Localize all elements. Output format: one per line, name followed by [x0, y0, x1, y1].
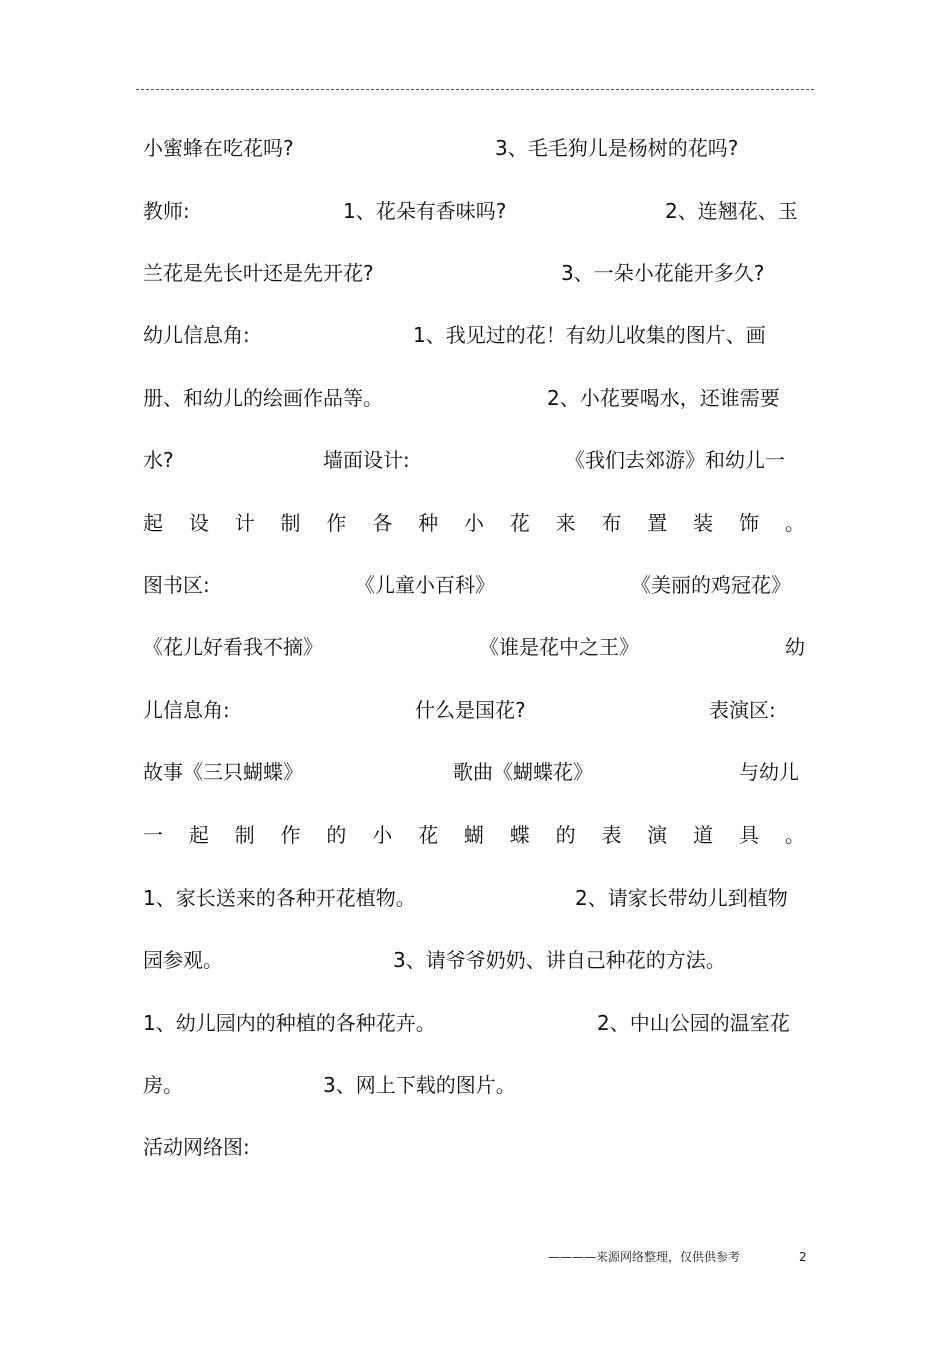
- text-char: 一: [143, 823, 163, 847]
- text-char: 种: [418, 511, 439, 535]
- text-segment: 《美丽的鸡冠花》: [631, 573, 791, 597]
- text-segment: 2、连翘花、玉: [665, 199, 798, 223]
- text-segment: 《谁是花中之王》: [479, 635, 639, 659]
- text-char: 的: [326, 823, 347, 847]
- text-char: 小: [372, 823, 393, 847]
- text-segment: 1、幼儿园内的种植的各种花卉。: [143, 1011, 436, 1035]
- text-segment: 儿信息角:: [143, 698, 230, 722]
- text-line: [143, 258, 805, 288]
- text-segment: 故事《三只蝴蝶》: [143, 760, 303, 784]
- text-line: [143, 632, 805, 662]
- text-segment: 《儿童小百科》: [355, 573, 495, 597]
- text-char: 起: [188, 823, 209, 847]
- text-char: 作: [280, 823, 301, 847]
- text-char: 饰: [738, 511, 759, 535]
- text-segment: 1、我见过的花！有幼儿收集的图片、画: [413, 323, 766, 347]
- text-line: [143, 196, 805, 226]
- text-line: [143, 383, 805, 413]
- text-line: [143, 695, 805, 725]
- text-line: [143, 1008, 805, 1038]
- text-segment: 3、请爷爷奶奶、讲自己种花的方法。: [393, 948, 726, 972]
- text-segment: 2、请家长带幼儿到植物: [575, 886, 788, 910]
- text-segment: 与幼儿: [739, 760, 799, 784]
- text-segment: 教师:: [143, 199, 190, 223]
- text-char: 演: [647, 823, 668, 847]
- text-segment: 2、小花要喝水，还谁需要: [547, 386, 780, 410]
- text-segment: 3、一朵小花能开多久?: [561, 261, 765, 285]
- text-char: 来: [555, 511, 576, 535]
- footer-source-note: ————来源网络整理，仅供供参考: [548, 1250, 741, 1264]
- text-line: [143, 133, 805, 163]
- text-line: [143, 883, 805, 913]
- text-char: 。: [784, 511, 805, 535]
- text-char: 计: [234, 511, 255, 535]
- text-segment: 《花儿好看我不摘》: [143, 635, 323, 659]
- text-line: [143, 1070, 805, 1100]
- text-segment: 水?: [143, 448, 174, 472]
- text-line: [143, 570, 805, 600]
- text-line: [143, 945, 805, 975]
- text-segment: 小蜜蜂在吃花吗?: [143, 136, 294, 160]
- text-segment: 3、毛毛狗儿是杨树的花吗?: [495, 136, 739, 160]
- text-segment: 3、网上下载的图片。: [323, 1073, 516, 1097]
- text-line: [143, 445, 805, 475]
- text-line: [143, 320, 805, 350]
- text-segment: 幼: [785, 635, 805, 659]
- text-segment: 册、和幼儿的绘画作品等。: [143, 386, 383, 410]
- text-char: 具: [738, 823, 759, 847]
- section-heading: 活动网络图:: [143, 1135, 250, 1159]
- header-dashed-rule: [136, 89, 814, 90]
- text-char: 置: [647, 511, 668, 535]
- text-char: 花: [509, 511, 530, 535]
- text-char: 花: [418, 823, 439, 847]
- text-segment: 2、中山公园的温室花: [597, 1011, 790, 1035]
- text-char: 作: [326, 511, 347, 535]
- text-char: 。: [784, 823, 805, 847]
- text-segment: 房。: [143, 1073, 183, 1097]
- text-segment: 园参观。: [143, 948, 223, 972]
- text-char: 各: [372, 511, 393, 535]
- text-char: 小: [463, 511, 484, 535]
- text-segment: 《我们去郊游》和幼儿一: [565, 448, 785, 472]
- text-char: 的: [555, 823, 576, 847]
- text-char: 布: [601, 511, 622, 535]
- text-char: 装: [693, 511, 714, 535]
- text-segment: 表演区:: [709, 698, 776, 722]
- text-segment: 什么是国花?: [415, 698, 526, 722]
- text-char: 起: [143, 511, 163, 535]
- text-char: 蝶: [509, 823, 530, 847]
- text-segment: 1、家长送来的各种开花植物。: [143, 886, 416, 910]
- text-line: [143, 757, 805, 787]
- page-number: 2: [799, 1250, 807, 1264]
- text-segment: 幼儿信息角:: [143, 323, 250, 347]
- text-line: [143, 820, 805, 850]
- text-segment: 图书区:: [143, 573, 210, 597]
- text-segment: 歌曲《蝴蝶花》: [453, 760, 593, 784]
- text-segment: 墙面设计:: [323, 448, 410, 472]
- text-segment: 兰花是先长叶还是先开花?: [143, 261, 374, 285]
- text-char: 道: [693, 823, 714, 847]
- text-char: 蝴: [463, 823, 484, 847]
- text-line: [143, 1132, 805, 1162]
- text-line: [143, 508, 805, 538]
- text-char: 制: [280, 511, 301, 535]
- text-char: 设: [188, 511, 209, 535]
- text-segment: 1、花朵有香味吗?: [343, 199, 507, 223]
- text-char: 表: [601, 823, 622, 847]
- text-char: 制: [234, 823, 255, 847]
